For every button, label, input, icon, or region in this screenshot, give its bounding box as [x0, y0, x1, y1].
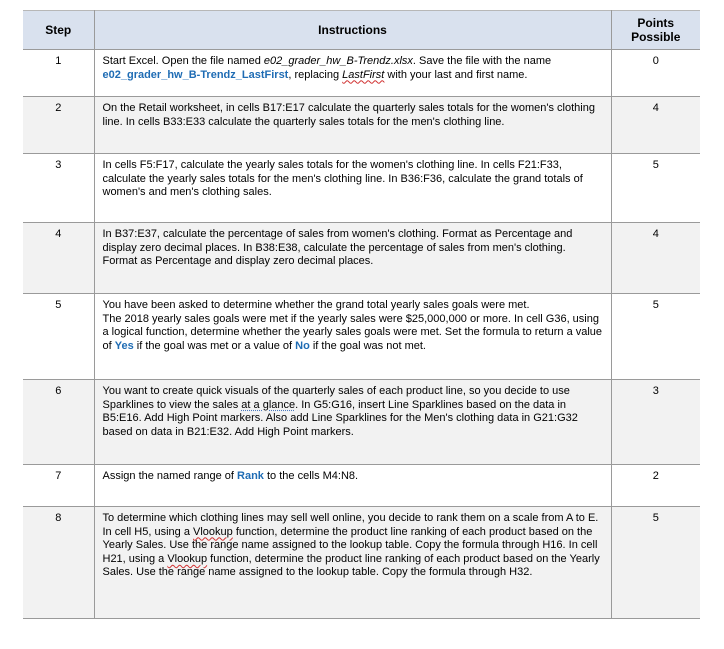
step-number: 4 — [23, 223, 94, 294]
step-number: 2 — [23, 97, 94, 154]
points-value: 4 — [611, 223, 700, 294]
points-value: 5 — [611, 507, 700, 619]
header-instructions: Instructions — [94, 11, 611, 50]
text-fragment: . Save the file with the name — [412, 55, 552, 67]
instruction-text: In cells F5:F17, calculate the yearly sales totals for the women's clothing line. In cells F21:F33, calculate the yearly sales totals for the men's clothing line. In B36:F36, calculate the grand totals of women's and men's clothing sales. — [94, 154, 611, 223]
points-value: 0 — [611, 50, 700, 97]
points-value: 5 — [611, 294, 700, 380]
instructions-table-container — [23, 10, 700, 619]
instruction-text — [94, 465, 611, 507]
text-fragment: , replacing — [288, 68, 343, 81]
table-row — [23, 380, 700, 465]
text-fragment: . In G5:G16, insert Line Sparklines based on the data in B5:E16. Add High Point markers. Also add Line Sparklines for the Men's clothing data in G21:G32 based on data in B21:E32. Add High Point markers. — [102, 398, 578, 438]
save-file-name: e02_grader_hw_B-Trendz_LastFirst — [102, 68, 289, 81]
text-fragment: You want to create quick visuals of the quarterly sales of each product line, so you decide to use Sparklines to view the sales — [102, 385, 570, 411]
rank-range-name: Rank — [237, 470, 264, 482]
table-row — [23, 50, 700, 97]
no-value: No — [295, 339, 310, 352]
step-number: 8 — [23, 507, 94, 619]
text-fragment: The 2018 yearly sales goals were met if the yearly sales were $25,000,000 or more. In cell G36, using a logical function, determine whether the yearly sales goals were met. Set the formula to return a value of — [102, 312, 603, 352]
at-a-glance-text: at a glance — [241, 398, 296, 411]
table-header-row — [23, 11, 700, 50]
instruction-text — [94, 50, 611, 97]
vlookup-text: Vlookup — [193, 525, 233, 538]
points-value: 2 — [611, 465, 700, 507]
instruction-text — [94, 507, 611, 619]
yes-value: Yes — [114, 339, 134, 352]
points-value: 3 — [611, 380, 700, 465]
instruction-text — [94, 380, 611, 465]
table-row — [23, 97, 700, 154]
text-fragment: function, determine the product line ranking of each product based on the Yearly Sales. Use the range name assigned to the lookup table. Copy the formula through H16. In cell H21, using a — [102, 525, 598, 565]
text-fragment: Start Excel. Open the file named — [102, 55, 264, 67]
instruction-line — [103, 313, 603, 354]
header-step: Step — [23, 11, 94, 50]
instruction-text: In B37:E37, calculate the percentage of sales from women's clothing. Format as Percentage and display zero decimal places. In B38:E38, calculate the percentage of sales from men's clothing. Format as Percentage and display zero decimal places. — [94, 223, 611, 294]
table-row — [23, 294, 700, 380]
text-fragment: Assign the named range of — [102, 470, 238, 482]
text-fragment: if the goal was not met. — [309, 339, 426, 352]
vlookup-text: Vlookup — [167, 552, 208, 565]
instruction-text — [94, 294, 611, 380]
text-fragment: if the goal was met or a value of — [133, 339, 296, 352]
instruction-line: You have been asked to determine whether the grand total yearly sales goals were met. — [102, 299, 530, 311]
lastfirst-text: LastFirst — [342, 68, 385, 81]
step-number: 1 — [23, 50, 94, 97]
file-name: e02_grader_hw_B-Trendz.xlsx — [263, 55, 413, 67]
instructions-table — [23, 10, 700, 619]
table-row — [23, 507, 700, 619]
points-value: 5 — [611, 154, 700, 223]
text-fragment: To determine which clothing lines may sell well online, you decide to rank them on a scale from A to E. In cell H5, using a — [102, 512, 599, 538]
step-number: 6 — [23, 380, 94, 465]
instruction-text: On the Retail worksheet, in cells B17:E17 calculate the quarterly sales totals for the women's clothing line. In cells B33:E33 calculate the quarterly sales totals for the men's clothing line. — [94, 97, 611, 154]
text-fragment: function, determine the product line ranking of each product based on the Yearly Sales. Use the range name assigned to the lookup table. Copy the formula through H32. — [102, 552, 600, 579]
header-points-possible: Points Possible — [611, 11, 700, 50]
text-fragment: with your last and first name. — [384, 68, 528, 81]
text-fragment: to the cells M4:N8. — [263, 470, 359, 482]
table-row — [23, 465, 700, 507]
table-row — [23, 223, 700, 294]
step-number: 3 — [23, 154, 94, 223]
step-number: 7 — [23, 465, 94, 507]
step-number: 5 — [23, 294, 94, 380]
table-row — [23, 154, 700, 223]
points-value: 4 — [611, 97, 700, 154]
